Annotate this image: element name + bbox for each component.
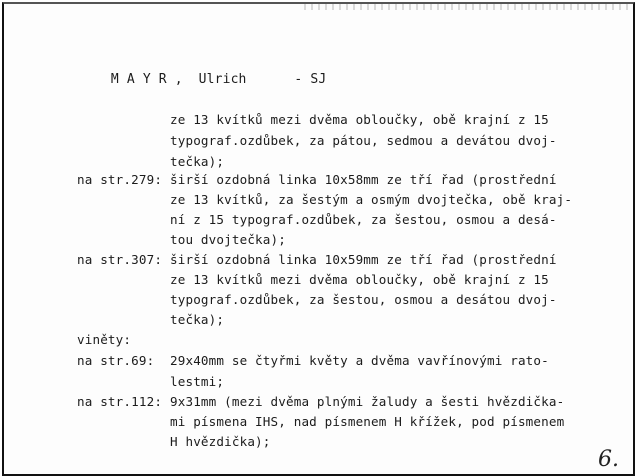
- author-name: M A Y R , Ulrich: [110, 72, 247, 87]
- entry-line: typograf.ozdůbek, za pátou, sedmou a devátou dvoj-: [170, 133, 557, 148]
- catalog-card: [2, 2, 635, 476]
- entry-line: ze 13 kvítků, za šestým a osmým dvojtečka, obě kraj-: [170, 192, 573, 207]
- entry-line: širší ozdobná linka 10x58mm ze tří řad (prostřední: [170, 172, 557, 187]
- entry-line: tou dvojtečka);: [170, 232, 286, 247]
- entry-label: na str.112:: [77, 394, 163, 409]
- author-order: - SJ: [294, 72, 327, 87]
- section-heading: viněty:: [77, 332, 132, 347]
- entry-line: lestmi;: [170, 374, 225, 389]
- entry-line: mi písmena IHS, nad písmenem H křížek, pod písmenem: [170, 414, 565, 429]
- entry-line: ní z 15 typograf.ozdůbek, za šestou, osmou a desá-: [170, 212, 557, 227]
- entry-line: typograf.ozdůbek, za šestou, osmou a desátou dvoj-: [170, 292, 557, 307]
- entry-line: ze 13 kvítků mezi dvěma obloučky, obě krajní z 15: [170, 272, 549, 287]
- entry-line: 9x31mm (mezi dvěma plnými žaludy a šesti hvězdička-: [170, 394, 565, 409]
- card-header: [79, 56, 326, 104]
- entry-line: tečka);: [170, 312, 225, 327]
- page-number: 6.: [598, 447, 619, 472]
- entry-line: H hvězdička);: [170, 434, 271, 449]
- entry-label: na str.307:: [77, 252, 163, 267]
- entry-line: 29x40mm se čtyřmi květy a dvěma vavřínovými rato-: [170, 353, 549, 368]
- entry-line: tečka);: [170, 154, 225, 169]
- scan-edge-noise: [304, 4, 629, 10]
- entry-line: ze 13 kvítků mezi dvěma obloučky, obě krajní z 15: [170, 112, 549, 127]
- entry-label: na str.279:: [77, 172, 163, 187]
- entry-line: širší ozdobná linka 10x59mm ze tří řad (prostřední: [170, 252, 557, 267]
- entry-label: na str.69:: [77, 353, 155, 368]
